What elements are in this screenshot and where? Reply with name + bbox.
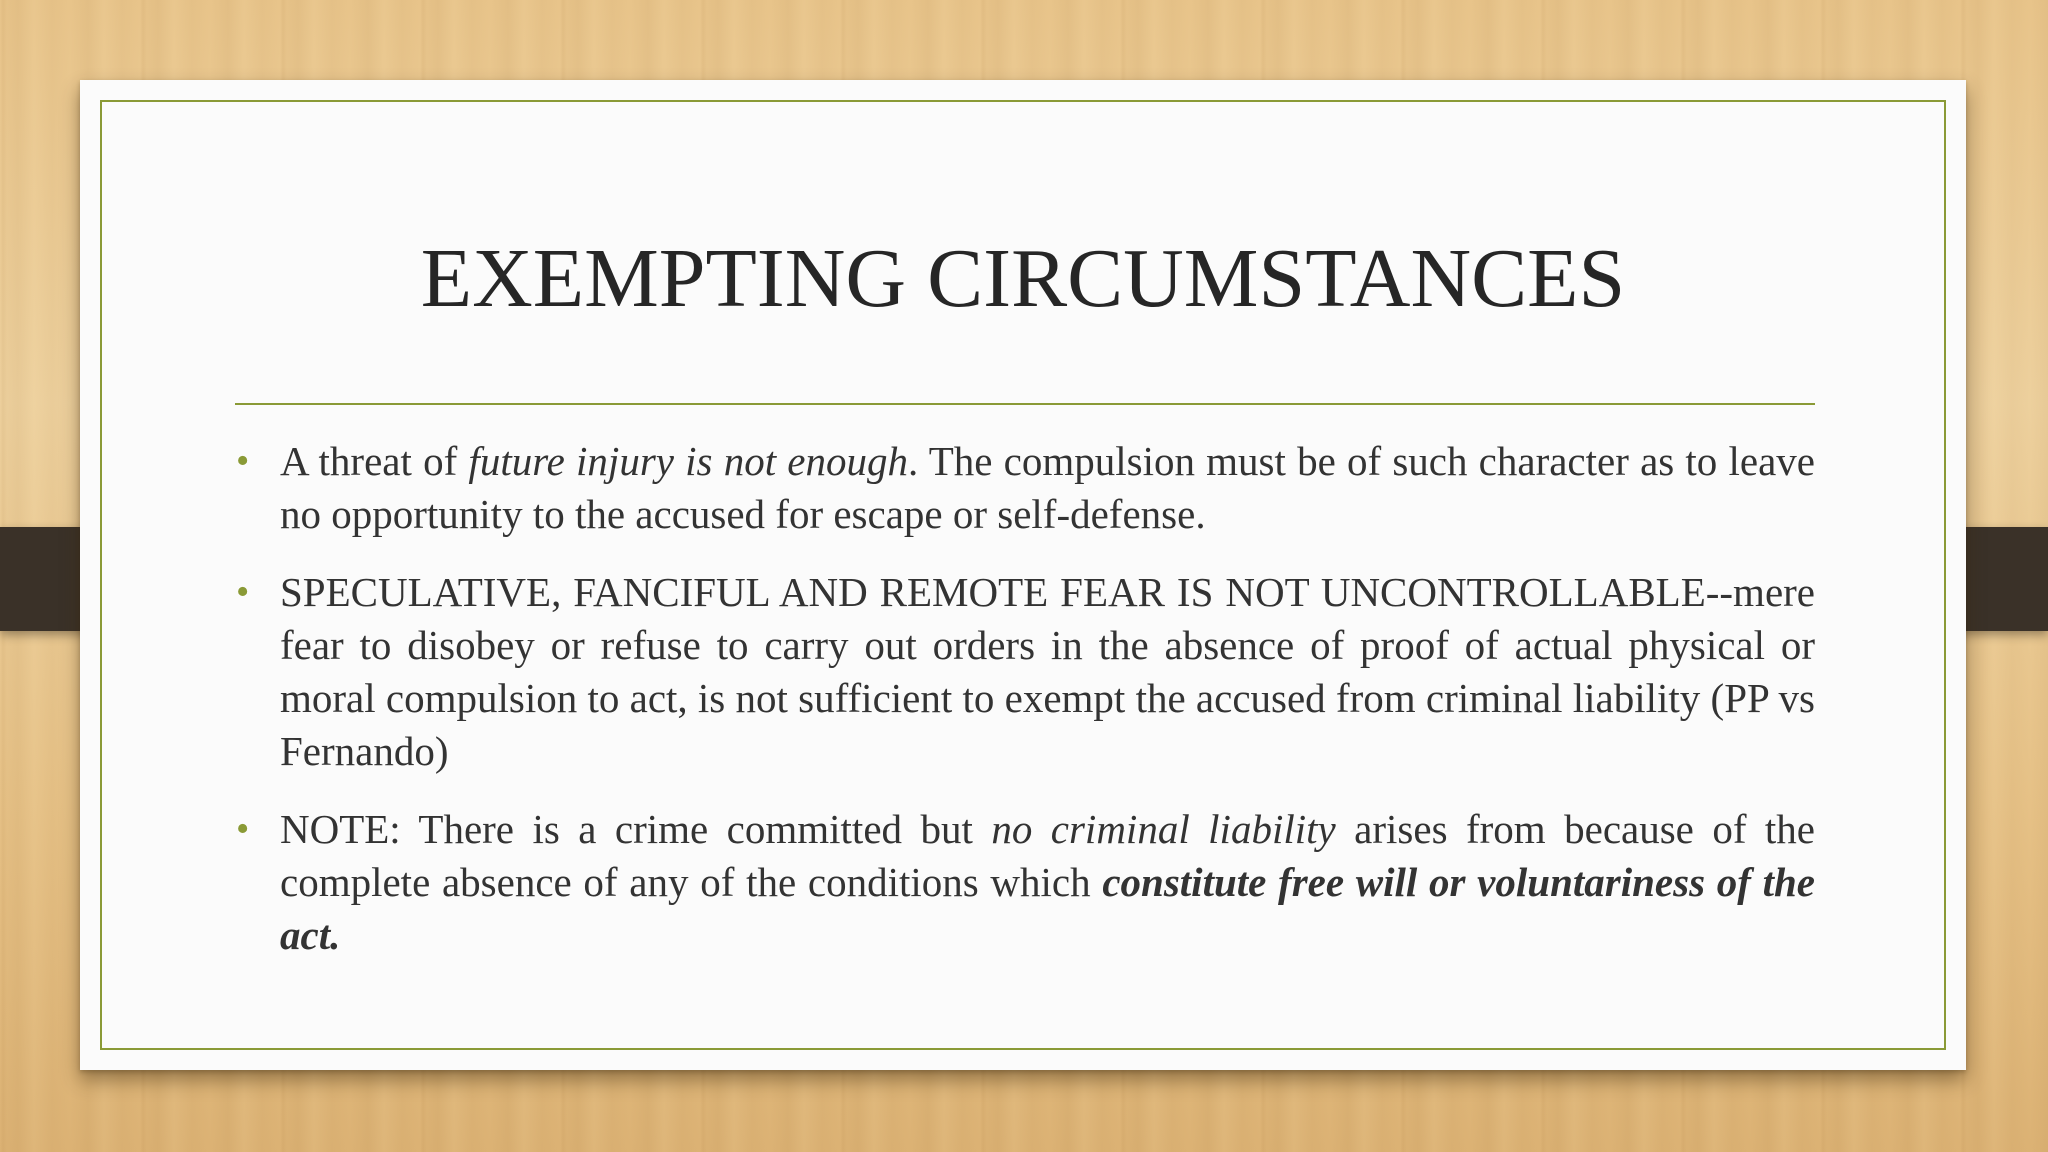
bullet-2-text: SPECULATIVE, FANCIFUL AND REMOTE FEAR IS NOT UNCONTROLLABLE--mere fear to disobey or refuse to carry out orders in the absence of proof of actual physical or moral compulsion to act, is not sufficient to exempt the accused from criminal liability (PP vs Fernando)	[280, 569, 1815, 774]
bullet-3-text-a: NOTE: There is a crime committed but	[280, 806, 992, 852]
slide-title: EXEMPTING CIRCUMSTANCES	[420, 232, 1626, 325]
bullet-1-italic: future injury is not enough	[468, 438, 908, 484]
title-divider	[235, 403, 1815, 405]
bullet-1-text-b: . The compulsion must be of such character as to leave no opportunity to the accused for escape or self-defense.	[280, 438, 1815, 537]
bullet-item-2	[236, 566, 1815, 778]
bullet-dot-icon: •	[236, 808, 250, 850]
bullet-list	[236, 435, 1816, 987]
bullet-3-italic: no criminal liability	[991, 806, 1336, 852]
slide-card	[80, 80, 1966, 1070]
bullet-3-bold-italic: constitute free will or voluntariness of the act.	[280, 859, 1815, 958]
bullet-dot-icon: •	[236, 440, 250, 482]
bullet-dot-icon: •	[236, 571, 250, 613]
bullet-item-3	[236, 803, 1816, 962]
bullet-item-1	[236, 435, 1815, 541]
bullet-1-text-a: A threat of	[280, 438, 469, 484]
bullet-3-text-b: arises from because of the complete absence of any of the conditions which	[280, 806, 1816, 905]
